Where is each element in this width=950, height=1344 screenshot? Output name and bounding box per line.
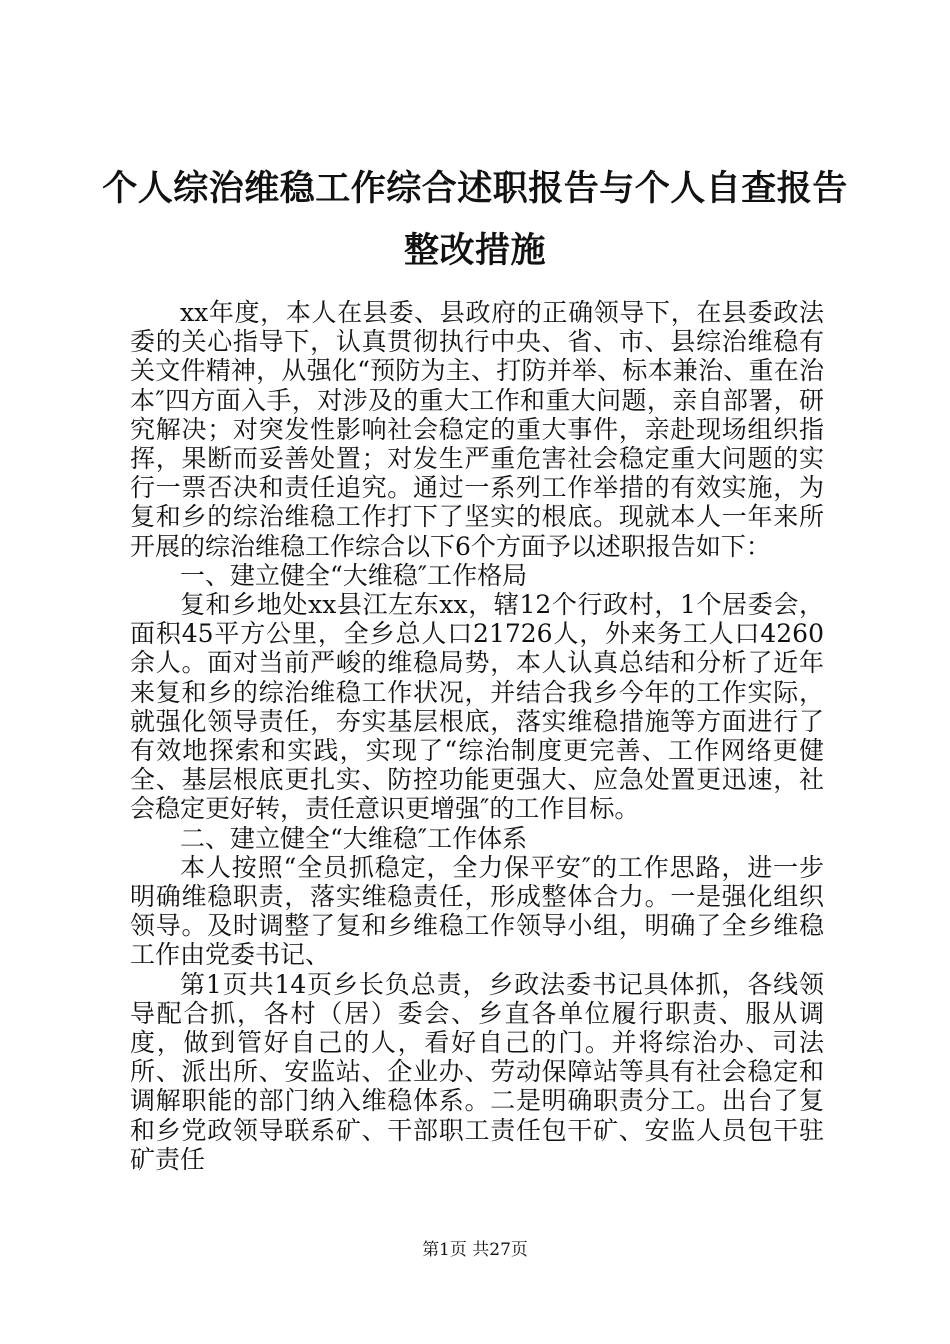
page-footer: 第1页 共27页 — [422, 1240, 528, 1260]
section-heading-1: 一、建立健全“大维稳″工作格局 — [180, 560, 528, 590]
section-heading-2: 二、建立健全“大维稳″工作体系 — [180, 823, 528, 853]
document-title: 个人综治维稳工作综合述职报告与个人自查报告整改措施 — [102, 169, 848, 271]
paragraph-intro: xx年度，本人在县委、县政府的正确领导下，在县委政法委的关心指导下，认真贯彻执行中央、省、市、县综治维稳有关文件精神，从强化“预防为主、打防并举、标本兼治、重在治本″四方面入手，对涉及的重大工作和重大问题，亲自部署，研究解决；对突发性影响社会稳定的重大事件，亲赴现场组织指挥，果断而妥善处置；对发生严重危害社会稳定重大问题的实行一票否决和责任追究。通过一系列工作举措的有效实施，为复和乡的综治维稳工作打下了坚实的根底。现就本人一年来所开展的综治维稳工作综合以下6个方面予以述职报告如下： — [130, 298, 824, 561]
paragraph-continued: 第1页共14页乡长负总责，乡政法委书记具体抓，各线领导配合抓，各村（居）委会、乡直各单位履行职责、服从调度，做到管好自己的人，看好自己的门。并将综治办、司法所、派出所、安监站、企业办、劳动保障站等具有社会稳定和调解职能的部门纳入维稳体系。二是明确职责分工。出台了复和乡党政领导联系矿、干部职工责任包干矿、安监人员包干驻矿责任 — [130, 969, 824, 1174]
paragraph-section-2: 本人按照“全员抓稳定，全力保平安″的工作思路，进一步明确维稳职责，落实维稳责任，形成整体合力。一是强化组织领导。及时调整了复和乡维稳工作领导小组，明确了全乡维稳工作由党委书记、 — [130, 852, 824, 970]
document-body — [130, 298, 824, 1174]
paragraph-section-1: 复和乡地处xx县江左东xx，辖12个行政村，1个居委会，面积45平方公里，全乡总人口21726人，外来务工人口4260余人。面对当前严峻的维稳局势，本人认真总结和分析了近年来复和乡的综治维稳工作状况，并结合我乡今年的工作实际，就强化领导责任，夯实基层根底，落实维稳措施等方面进行了有效地探索和实践，实现了“综治制度更完善、工作网络更健全、基层根底更扎实、防控功能更强大、应急处置更迅速，社会稳定更好转，责任意识更增强″的工作目标。 — [130, 590, 824, 824]
